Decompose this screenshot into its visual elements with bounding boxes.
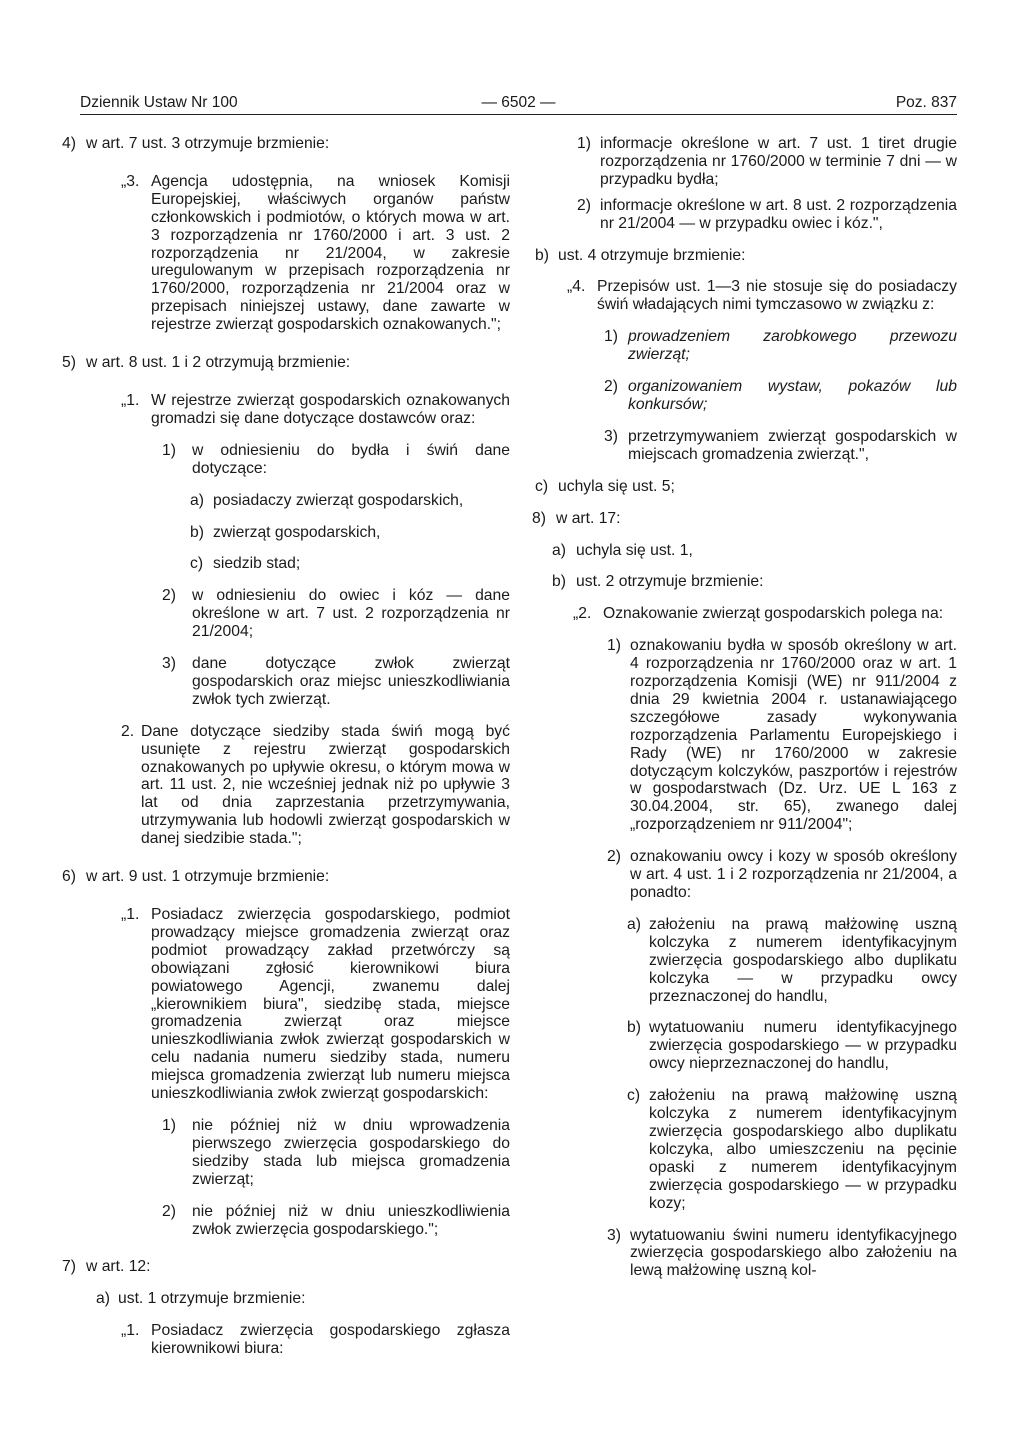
provision-number: „4. bbox=[567, 278, 586, 296]
item-text: przetrzymywaniem zwierząt gospodarskich w miejscach gromadzenia zwierząt.", bbox=[628, 427, 957, 463]
point-text: w art. 7 ust. 3 otrzymuje brzmienie: bbox=[86, 135, 330, 152]
page-header bbox=[80, 93, 957, 113]
item-text: wytatuowaniu świni numeru identyfikacyjnego zwierzęcia gospodarskiego albo założeniu na lewą małżowinę uszną kol- bbox=[630, 1226, 957, 1280]
item-number: 3) bbox=[607, 1226, 621, 1244]
quoted-provision bbox=[532, 278, 957, 314]
point-text: w art. 8 ust. 1 i 2 otrzymują brzmienie: bbox=[86, 354, 351, 372]
list-item bbox=[62, 555, 510, 573]
provision-number: „3. bbox=[121, 172, 140, 190]
list-item bbox=[532, 378, 957, 414]
item-letter: c) bbox=[535, 477, 549, 495]
item-text: prowadzeniem zarobkowego przewozu zwierząt; bbox=[628, 328, 957, 364]
item-text: uchyla się ust. 5; bbox=[558, 477, 675, 495]
item-number: 1) bbox=[162, 1116, 176, 1134]
quoted-provision bbox=[532, 605, 957, 623]
list-item bbox=[62, 655, 510, 709]
list-item bbox=[532, 1019, 957, 1073]
item-number: 1) bbox=[604, 328, 618, 346]
point-5 bbox=[62, 354, 510, 372]
item-letter: a) bbox=[627, 915, 641, 933]
item-letter: a) bbox=[552, 541, 566, 559]
provision-number: „1. bbox=[121, 1322, 140, 1340]
list-item bbox=[532, 637, 957, 834]
item-letter: b) bbox=[190, 523, 204, 541]
provision-text: Posiadacz zwierzęcia gospodarskiego, podmiot prowadzący miejsce gromadzenia zwierząt oraz podmiot prowadzący zakład przetwórczy są obowiązani zgłosić kierownikowi biura powiatowego Agencji, zwanemu dalej „kierownikiem biura", siedzibę stada, miejsce gromadzenia zwierząt oraz miejsce unieszkodliwiania zwłok zwierząt gospodarskich w celu nadania numeru siedziby stada, numeru miejsca gromadzenia zwierząt lub numeru miejsca unieszkodliwiania zwłok zwierząt gospodarskich: bbox=[151, 906, 510, 1103]
item-text: informacje określone w art. 8 ust. 2 rozporządzenia nr 21/2004 — w przypadku owiec i kóz.", bbox=[600, 196, 957, 232]
quoted-provision bbox=[62, 173, 510, 334]
left-column bbox=[62, 135, 510, 1358]
item-position: Poz. 837 bbox=[895, 94, 957, 111]
provision-text: Przepisów ust. 1—3 nie stosuje się do posiadaczy świń władających nimi tymczasowo w związku z: bbox=[597, 278, 957, 314]
item-text: ust. 4 otrzymuje brzmienie: bbox=[558, 246, 746, 264]
list-item bbox=[532, 1087, 957, 1212]
point-6 bbox=[62, 868, 510, 886]
item-number: 2) bbox=[577, 196, 591, 214]
item-text: założeniu na prawą małżowinę uszną kolczyka z numerem identyfikacyjnym zwierzęcia gospodarskiego albo duplikatu kolczyka — w przypadku owcy przeznaczonej do handlu, bbox=[649, 915, 957, 1005]
list-item bbox=[532, 1227, 957, 1281]
item-text: założeniu na prawą małżowinę uszną kolczyka z numerem identyfikacyjnym zwierzęcia gospodarskiego albo duplikatu kolczyka, albo umieszczeniu na pęcinie opaski z numerem identyfikacyjnym zwierzęcia gospodarskiego — w przypadku kozy; bbox=[649, 1087, 957, 1212]
item-number: 2) bbox=[607, 848, 621, 866]
page-number: — 6502 — bbox=[481, 94, 556, 111]
item-number: 1) bbox=[607, 637, 621, 655]
list-item bbox=[532, 478, 957, 496]
item-text: wytatuowaniu numeru identyfikacyjnego zwierzęcia gospodarskiego — w przypadku owcy nieprzeznaczonej do handlu, bbox=[649, 1019, 957, 1073]
list-item bbox=[532, 197, 957, 233]
item-letter: a) bbox=[190, 491, 204, 509]
item-letter: b) bbox=[552, 573, 566, 591]
list-item bbox=[532, 848, 957, 902]
quoted-provision bbox=[62, 392, 510, 428]
provision-text: Posiadacz zwierzęcia gospodarskiego zgłasza kierownikowi biura: bbox=[151, 1322, 510, 1358]
point-text: w art. 9 ust. 1 otrzymuje brzmienie: bbox=[86, 868, 330, 886]
item-letter: c) bbox=[627, 1087, 641, 1105]
item-number: 2) bbox=[162, 587, 176, 605]
item-text: oznakowaniu owcy i kozy w sposób określony w art. 4 ust. 1 i 2 rozporządzenia nr 21/2004, a ponadto: bbox=[630, 848, 957, 901]
provision-number: „1. bbox=[121, 906, 140, 923]
list-item bbox=[62, 442, 510, 478]
point-text: w art. 17: bbox=[556, 509, 621, 527]
item-number: 1) bbox=[162, 441, 176, 459]
quoted-provision bbox=[62, 723, 510, 848]
provision-text: Agencja udostępnia, na wniosek Komisji Europejskiej, właściwych organów państw członkowskich i podmiotów, o których mowa w art. 3 rozporządzenia nr 1760/2000 i art. 3 ust. 2 rozporządzenia nr 21/2004, w zakresie uregulowanym w przepisach rozporządzenia nr 1760/2000, rozporządzenia nr 21/2004 oraz w przepisach niniejszej ustawy, dane zawarte w rejestrze zwierząt gospodarskich oznakowanych."; bbox=[151, 172, 510, 334]
item-text: oznakowaniu bydła w sposób określony w art. 4 rozporządzenia nr 1760/2000 oraz w art. 1 rozporządzenia Komisji (WE) nr 911/2004 z dnia 29 kwietnia 2004 r. ustanawiającego szczegółowe zasady wykonywania rozporządzenia Parlamentu Europejskiego i Rady (WE) nr 1760/2000 w zakresie dotyczącym kolczyków, paszportów i rejestrów w gospodarstwach (Dz. Urz. UE L 163 z 30.04.2004, str. 65), zwanego dalej „rozporządzeniem nr 911/2004"; bbox=[630, 637, 957, 834]
quoted-provision bbox=[62, 906, 510, 1103]
item-text: ust. 2 otrzymuje brzmienie: bbox=[576, 573, 764, 591]
journal-title: Dziennik Ustaw Nr 100 bbox=[80, 94, 238, 111]
list-item bbox=[62, 1203, 510, 1239]
list-item bbox=[532, 428, 957, 464]
quoted-provision bbox=[62, 1322, 510, 1358]
point-8 bbox=[532, 510, 957, 528]
provision-text: Dane dotyczące siedziby stada świń mogą być usunięte z rejestru zwierząt gospodarskich oznakowanych po upływie okresu, o którym mowa w art. 11 ust. 2, nie wcześniej jednak niż po upływie 3 lat od dnia zaprzestania przetrzymywania, utrzymywania lub hodowli zwierząt gospodarskich w danej siedzibie stada."; bbox=[141, 722, 510, 848]
point-text: w art. 12: bbox=[86, 1258, 151, 1276]
item-text: w odniesieniu do bydła i świń dane dotyczące: bbox=[192, 441, 510, 477]
provision-number: „1. bbox=[121, 391, 140, 409]
item-text: uchyla się ust. 1, bbox=[576, 541, 693, 559]
list-item bbox=[62, 1290, 510, 1308]
item-number: 1) bbox=[577, 135, 591, 152]
item-number: 2) bbox=[604, 378, 618, 396]
list-item bbox=[532, 573, 957, 591]
right-column bbox=[532, 135, 957, 1280]
item-text: ust. 1 otrzymuje brzmienie: bbox=[118, 1290, 306, 1308]
list-item bbox=[62, 524, 510, 542]
provision-text: Oznakowanie zwierząt gospodarskich polega na: bbox=[603, 605, 944, 623]
point-4 bbox=[62, 135, 510, 153]
provision-number: „2. bbox=[573, 605, 592, 623]
list-item bbox=[532, 542, 957, 560]
item-text: organizowaniem wystaw, pokazów lub konkursów; bbox=[628, 378, 957, 413]
point-number: 7) bbox=[62, 1258, 76, 1276]
list-item bbox=[532, 135, 957, 189]
list-item bbox=[532, 328, 957, 364]
provision-number: 2. bbox=[121, 722, 135, 740]
point-number: 6) bbox=[62, 868, 76, 886]
item-letter: b) bbox=[627, 1019, 641, 1037]
item-letter: a) bbox=[96, 1290, 110, 1308]
item-number: 2) bbox=[162, 1202, 176, 1220]
point-7 bbox=[62, 1258, 510, 1276]
list-item bbox=[532, 916, 957, 1006]
header-rule bbox=[80, 114, 957, 115]
item-number: 3) bbox=[604, 427, 618, 445]
point-number: 5) bbox=[62, 354, 76, 372]
point-number: 4) bbox=[62, 135, 76, 152]
item-text: dane dotyczące zwłok zwierząt gospodarskich oraz miejsc unieszkodliwiania zwłok tych zwierząt. bbox=[192, 655, 510, 708]
item-text: posiadaczy zwierząt gospodarskich, bbox=[213, 491, 464, 509]
item-number: 3) bbox=[162, 655, 176, 673]
list-item bbox=[532, 247, 957, 265]
item-text: siedzib stad; bbox=[213, 555, 301, 573]
item-text: informacje określone w art. 7 ust. 1 tiret drugie rozporządzenia nr 1760/2000 w terminie 7 dni — w przypadku bydła; bbox=[600, 135, 957, 188]
point-number: 8) bbox=[532, 509, 546, 527]
item-letter: b) bbox=[535, 246, 549, 264]
item-text: w odniesieniu do owiec i kóz — dane określone w art. 7 ust. 2 rozporządzenia nr 21/2004; bbox=[192, 587, 510, 641]
item-text: zwierząt gospodarskich, bbox=[213, 523, 381, 541]
list-item bbox=[62, 1117, 510, 1189]
item-text: nie później niż w dniu unieszkodliwienia zwłok zwierzęcia gospodarskiego."; bbox=[192, 1202, 510, 1238]
item-letter: c) bbox=[190, 555, 204, 573]
list-item bbox=[62, 492, 510, 510]
item-text: nie później niż w dniu wprowadzenia pierwszego zwierzęcia gospodarskiego do siedziby stada lub miejsca gromadzenia zwierząt; bbox=[192, 1116, 510, 1188]
list-item bbox=[62, 587, 510, 641]
provision-text: W rejestrze zwierząt gospodarskich oznakowanych gromadzi się dane dotyczące dostawców oraz: bbox=[151, 391, 510, 427]
